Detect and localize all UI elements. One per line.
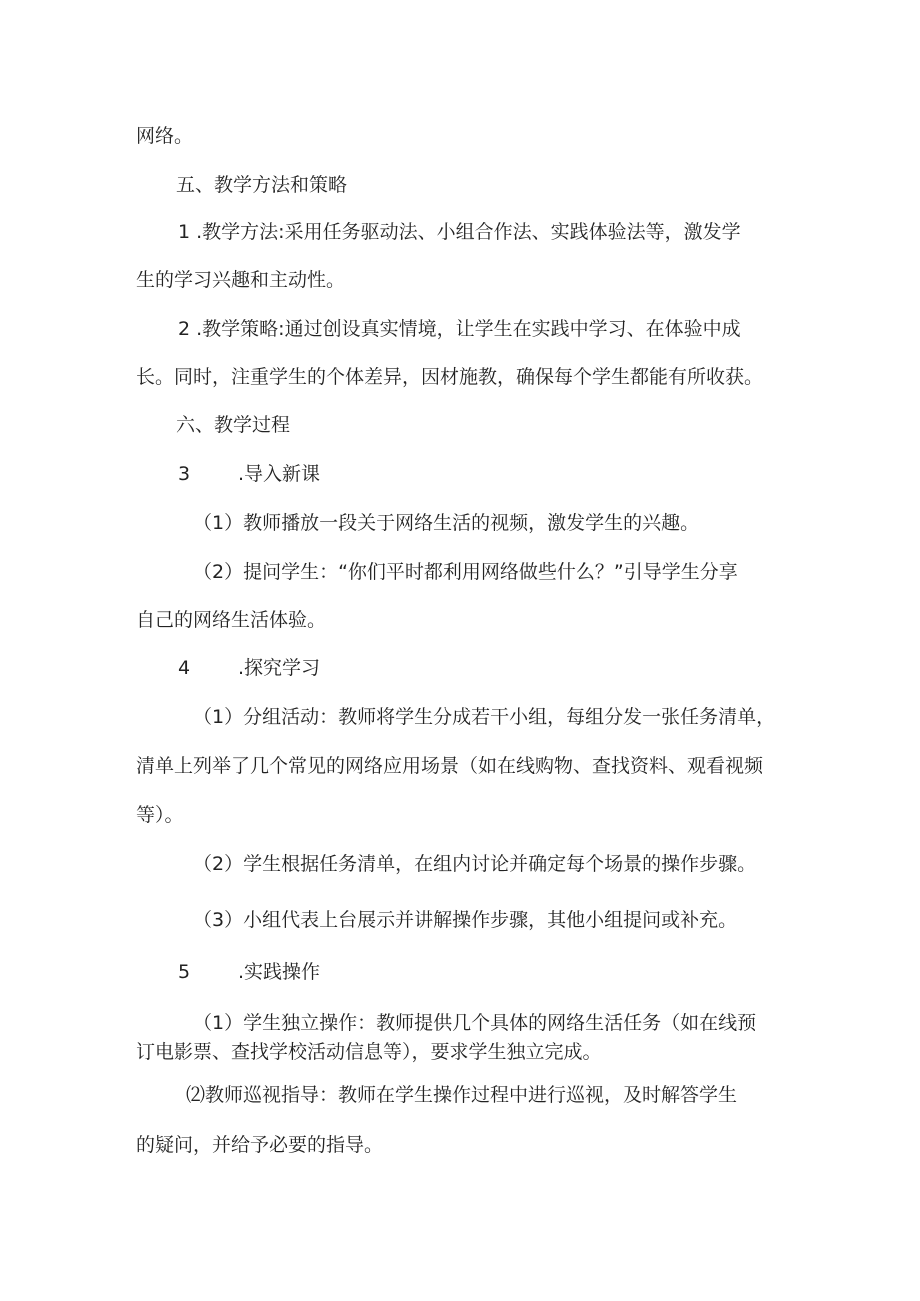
paragraph-line: 2 .教学策略:通过创设真实情境，让学生在实践中学习、在体验中成 xyxy=(178,318,741,340)
section-heading-teaching-methods: 五、教学方法和策略 xyxy=(176,174,348,196)
paragraph-line: （2）学生根据任务清单，在组内讨论并确定每个场景的操作步骤。 xyxy=(193,853,757,875)
paragraph-line: （1）分组活动：教师将学生分成若干小组，每组分发一张任务清单， xyxy=(193,706,776,728)
subsection-heading-practice xyxy=(178,960,320,984)
paragraph-line: 的疑问，并给予必要的指导。 xyxy=(136,1134,384,1156)
paragraph-line: 网络。 xyxy=(136,125,194,147)
paragraph-line: （3）小组代表上台展示并讲解操作步骤，其他小组提问或补充。 xyxy=(193,909,738,931)
paragraph-line: 生的学习兴趣和主动性。 xyxy=(136,269,346,291)
paragraph-line: 等）。 xyxy=(136,804,184,826)
section-heading-teaching-process: 六、教学过程 xyxy=(176,414,291,436)
subsection-title: .实践操作 xyxy=(238,961,321,983)
paragraph-line: ⑵教师巡视指导：教师在学生操作过程中进行巡视，及时解答学生 xyxy=(186,1084,738,1106)
subsection-number: 3 xyxy=(178,463,191,485)
paragraph-line: （1）学生独立操作：教师提供几个具体的网络生活任务（如在线预 xyxy=(193,1012,757,1034)
subsection-title: .导入新课 xyxy=(238,463,321,485)
paragraph-line: 订电影票、查找学校活动信息等），要求学生独立完成。 xyxy=(136,1041,602,1063)
subsection-heading-intro xyxy=(178,462,320,486)
paragraph-line: 清单上列举了几个常见的网络应用场景（如在线购物、查找资料、观看视频 xyxy=(136,755,764,777)
paragraph-line: （2）提问学生：“你们平时都利用网络做些什么？”引导学生分享 xyxy=(193,561,738,583)
paragraph-line: （1）教师播放一段关于网络生活的视频，激发学生的兴趣。 xyxy=(193,512,700,534)
subsection-number: 5 xyxy=(178,961,191,983)
subsection-number: 4 xyxy=(178,657,191,679)
paragraph-line: 自己的网络生活体验。 xyxy=(136,609,327,631)
paragraph-line: 长。同时，注重学生的个体差异，因材施教，确保每个学生都能有所收获。 xyxy=(136,366,764,388)
subsection-title: .探究学习 xyxy=(238,657,321,679)
paragraph-line: 1 .教学方法:采用任务驱动法、小组合作法、实践体验法等，激发学 xyxy=(178,221,741,243)
subsection-heading-inquiry xyxy=(178,656,320,680)
